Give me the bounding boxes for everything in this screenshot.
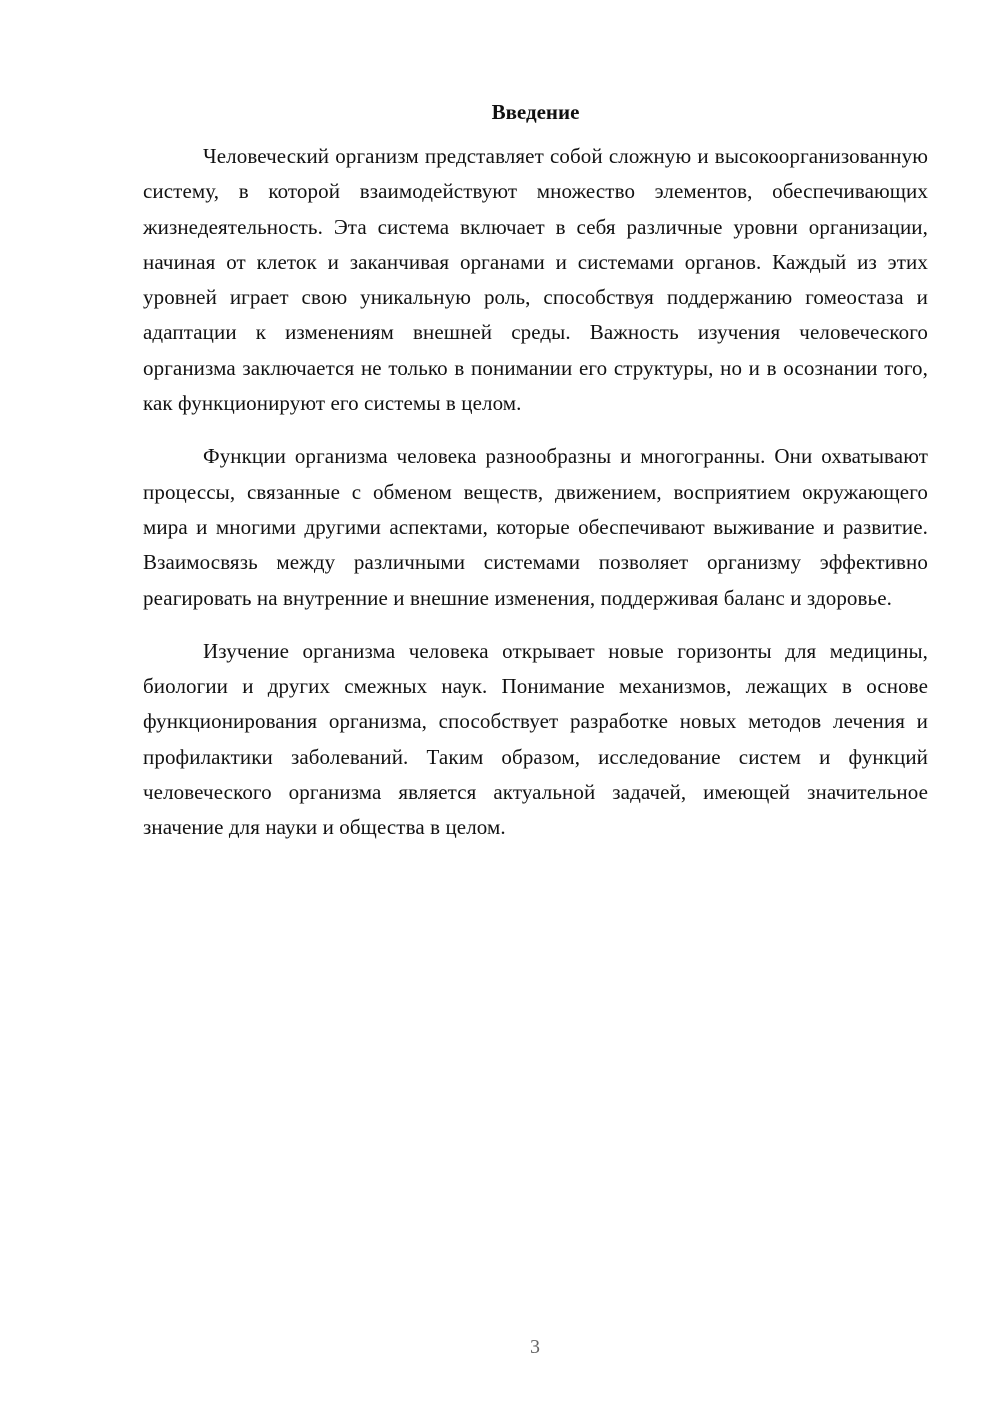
page-content <box>143 97 928 864</box>
section-title: Введение <box>491 100 580 124</box>
paragraph-3: Изучение организма человека открывает новые горизонты для медицины, биологии и других смежных наук. Понимание механизмов, лежащих в основе функционирования организма, способствует разработке новых методов лечения и профилактики заболеваний. Таким образом, исследование систем и функций человеческого организма является актуальной задачей, имеющей значительное значение для науки и общества в целом. <box>143 638 928 840</box>
paragraph-1: Человеческий организм представляет собой сложную и высокоорганизованную систему, в которой взаимодействуют множество элементов, обеспечивающих жизнедеятельность. Эта система включает в себя различные уровни организации, начиная от клеток и заканчивая органами и системами органов. Каждый из этих уровней играет свою уникальную роль, способствуя поддержанию гомеостаза и адаптации к изменениям внешней среды. Важность изучения человеческого организма заключается не только в понимании его структуры, но и в осознании того, как функционируют его системы в целом. <box>143 144 928 416</box>
paragraph-2: Функции организма человека разнообразны и многогранны. Они охватывают процессы, связанные с обменом веществ, движением, восприятием окружающего мира и многими другими аспектами, которые обеспечивают выживание и развитие. Взаимосвязь между различными системами позволяет организму эффективно реагировать на внутренние и внешние изменения, поддерживая баланс и здоровье. <box>143 444 928 610</box>
page-number: 3 <box>530 1336 540 1358</box>
